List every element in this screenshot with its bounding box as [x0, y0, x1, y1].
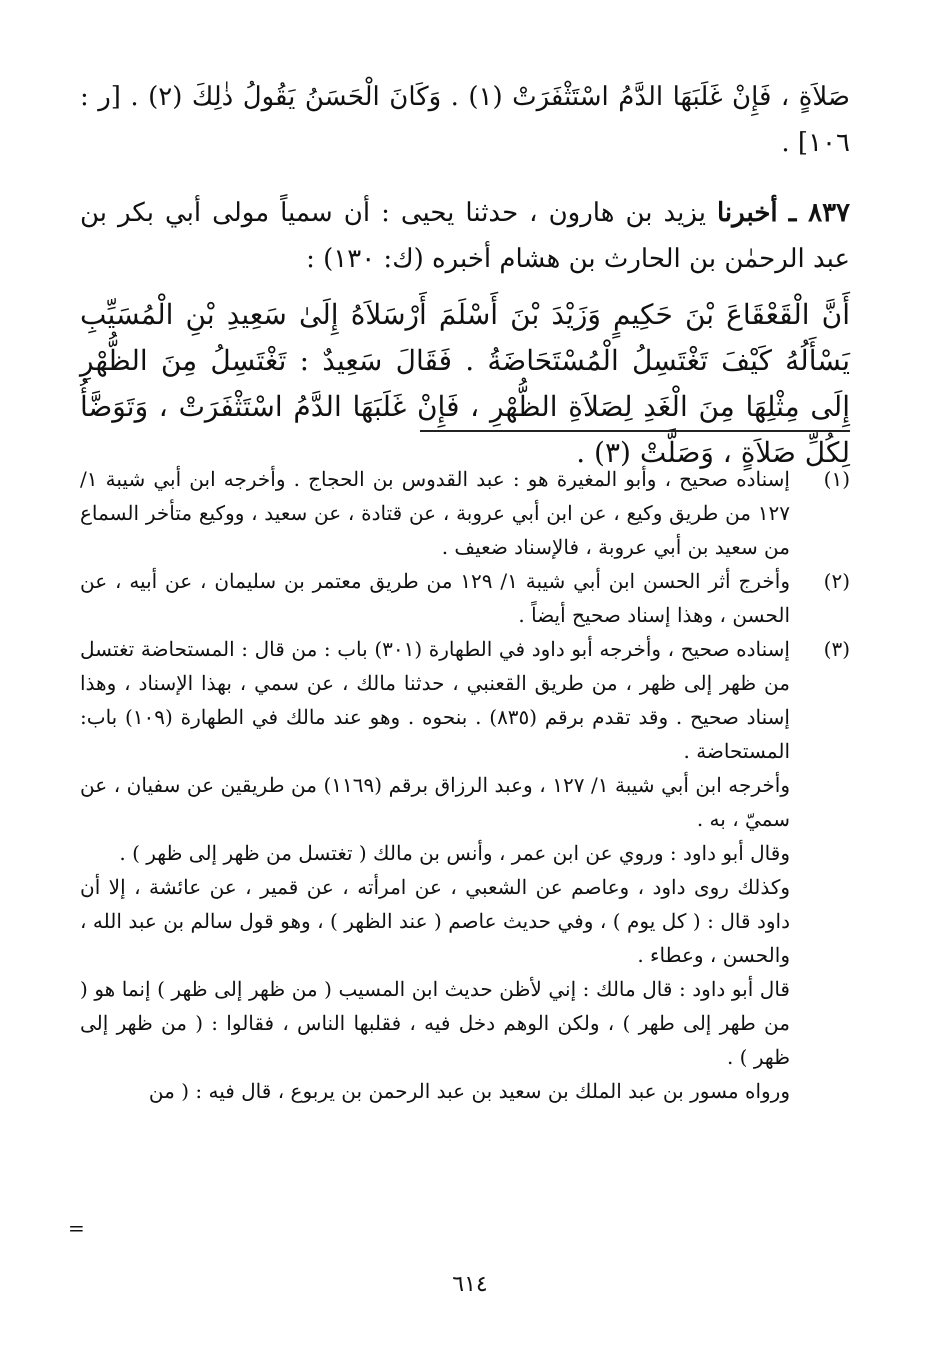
main-text	[80, 74, 850, 476]
footnote-number: (١)	[823, 467, 850, 491]
footnote-paragraph: ورواه مسور بن عبد الملك بن سعيد بن عبد الرحمن بن يربوع ، قال فيه : ( من	[148, 1079, 790, 1103]
hadith-matn: أَنَّ الْقَعْقَاعَ بْنَ حَكِيمٍ وَزَيْدَ بْنَ أَسْلَمَ أَرْسَلاَهُ إِلَىٰ سَعِيدِ بْنِ الْمُسَيِّبِ يَسْأَلُهُ كَيْفَ تَغْتَسِلُ الْمُسْتَحَاضَةُ . فَقَالَ سَعِيدٌ : تَغْتَسِلُ مِنَ الظُّهْرِ إِلَى مِثْلِهَا مِنَ الْغَدِ لِصَلاَةِ الظُّهْرِ ، فَإِنْ غَلَبَهَا الدَّمُ اسْتَثْفَرَتْ ، وَتَوَضَّأُ لِكُلِّ صَلاَةٍ ، وَصَلَّتْ (٣) .	[80, 298, 850, 469]
hadith-number: ٨٣٧ ـ	[788, 198, 851, 228]
footnote-number: (٢)	[823, 569, 850, 593]
footnote	[80, 462, 850, 564]
page-number: ٦١٤	[452, 1272, 488, 1297]
footnote	[80, 632, 850, 768]
hadith-isnad	[80, 190, 850, 282]
hadith-opener: أخبرنا	[717, 198, 778, 228]
footnote-paragraph: وأخرجه ابن أبي شيبة ١/ ١٢٧ ، وعبد الرزاق برقم (١١٦٩) من طريقين عن سفيان ، عن سميّ ، به .	[80, 773, 790, 831]
footnote-continuation	[80, 768, 850, 1108]
footnote-text: إسناده صحيح ، وأخرجه أبو داود في الطهارة (٣٠١) باب : من قال : المستحاضة تغتسل من ظهر إلى ظهر ، من طريق القعنبي ، حدثنا مالك ، عن سمي ، بهذا الإسناد ، وهذا إسناد صحيح . وقد تقدم برقم (٨٣٥) . بنحوه . وهو عند مالك في الطهارة (١٠٩) باب: المستحاضة .	[80, 637, 790, 763]
footnote-paragraph: وقال أبو داود : وروي عن ابن عمر ، وأنس بن مالك ( تغتسل من ظهر إلى ظهر ) .	[119, 841, 790, 865]
footnote-text: إسناده صحيح ، وأبو المغيرة هو : عبد القدوس بن الحجاج . وأخرجه ابن أبي شيبة ١/ ١٢٧ من طريق وكيع ، عن ابن أبي عروبة ، عن قتادة ، عن سعيد ، ووكيع متأخر السماع من سعيد بن أبي عروبة ، فالإسناد ضعيف .	[80, 467, 790, 559]
carry-over-text: صَلاَةٍ ، فَإِنْ غَلَبَهَا الدَّمُ اسْتَثْفَرَتْ (١) . وَكَانَ الْحَسَنُ يَقُولُ ذٰلِكَ (٢) . [ر : ١٠٦] .	[80, 82, 850, 158]
footnote-paragraph: وكذلك روى داود ، وعاصم عن الشعبي ، عن امرأته ، عن قمير ، عن عائشة ، إلا أن داود قال : ( كل يوم ) ، وفي حديث عاصم ( عند الظهر ) ، وهو قول سالم بن عبد الله ، والحسن ، وعطاء .	[80, 875, 790, 967]
footnote-separator	[420, 430, 850, 432]
footnote-paragraph: قال أبو داود : قال مالك : إني لأظن حديث ابن المسيب ( من ظهر إلى ظهر ) إنما هو ( من طهر إلى طهر ) ، ولكن الوهم دخل فيه ، فقلبها الناس ، فقالوا : ( من ظهر إلى ظهر ) .	[80, 977, 790, 1069]
footnote	[80, 564, 850, 632]
footnote-text: وأخرج أثر الحسن ابن أبي شيبة ١/ ١٢٩ من طريق معتمر بن سليمان ، عن أبيه ، عن الحسن ، وهذا إسناد صحيح أيضاً .	[80, 569, 790, 627]
isnad-text: يزيد بن هارون ، حدثنا يحيى : أن سمياً مولى أبي بكر بن عبد الرحمٰن بن الحارث بن هشام أخبره (ك: ١٣٠) :	[80, 198, 850, 274]
footnote-number: (٣)	[823, 637, 850, 661]
footnotes	[80, 462, 850, 1108]
continuation-mark: =	[68, 1216, 85, 1240]
